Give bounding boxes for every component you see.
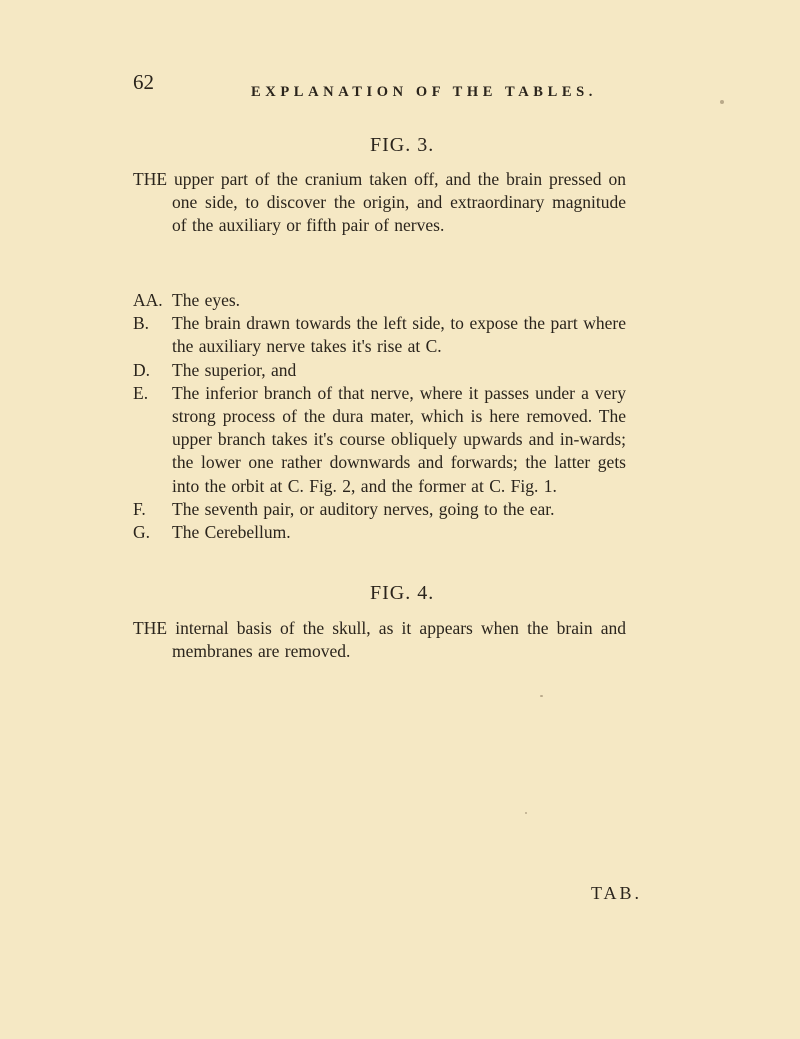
fig4-heading: FIG. 4. xyxy=(370,582,435,604)
legend-entry-b xyxy=(133,312,633,358)
legend-key: B. xyxy=(133,313,150,334)
legend-text: The superior, and xyxy=(172,359,297,380)
fig3-heading: FIG. 3. xyxy=(370,134,435,156)
legend-text: The brain drawn towards the left side, to expose the part where the auxiliary nerve takes it's rise at C. xyxy=(172,313,626,357)
legend-key: AA. xyxy=(133,290,163,310)
legend-text: The inferior branch of that nerve, where it passes under a very strong process of the dura mater, which is here removed. The upper branch takes it's course obliquely upwards and in-wards; the lower one rather downwards and forwards; the latter gets into the orbit at C. Fig. 2, and the former at C. Fig. 1. xyxy=(172,382,626,496)
legend-entry-f xyxy=(133,498,633,521)
fig4-intro-paragraph xyxy=(133,617,627,663)
legend-entry-e xyxy=(133,382,633,498)
fig4-intro-text: internal basis of the skull, as it appears when the brain and membranes are removed. xyxy=(172,618,627,662)
paper-speck xyxy=(525,812,527,814)
fig3-intro-lead: THE xyxy=(133,169,168,189)
legend-key: E. xyxy=(133,382,149,403)
fig3-intro-text: upper part of the cranium taken off, and the brain pressed on one side, to discover the origin, and extraordinary magnitude of the auxiliary or fifth pair of nerves. xyxy=(172,169,627,236)
legend-entry-aa xyxy=(133,289,633,312)
fig3-legend-list xyxy=(133,289,633,544)
paper-speck xyxy=(720,100,724,104)
fig4-intro-lead: THE xyxy=(133,618,168,638)
page-number: 62 xyxy=(133,70,154,94)
legend-key: D. xyxy=(133,359,151,380)
catchword: TAB. xyxy=(591,883,643,903)
legend-text: The seventh pair, or auditory nerves, going to the ear. xyxy=(172,498,555,519)
paper-speck xyxy=(540,695,543,697)
legend-text: The Cerebellum. xyxy=(172,522,291,543)
legend-entry-g xyxy=(133,521,633,544)
legend-key: F. xyxy=(133,498,146,519)
legend-text: The eyes. xyxy=(172,290,241,310)
running-head: EXPLANATION OF THE TABLES. xyxy=(251,84,598,100)
legend-key: G. xyxy=(133,522,151,543)
legend-entry-d xyxy=(133,359,633,382)
fig3-intro-paragraph xyxy=(133,168,627,238)
